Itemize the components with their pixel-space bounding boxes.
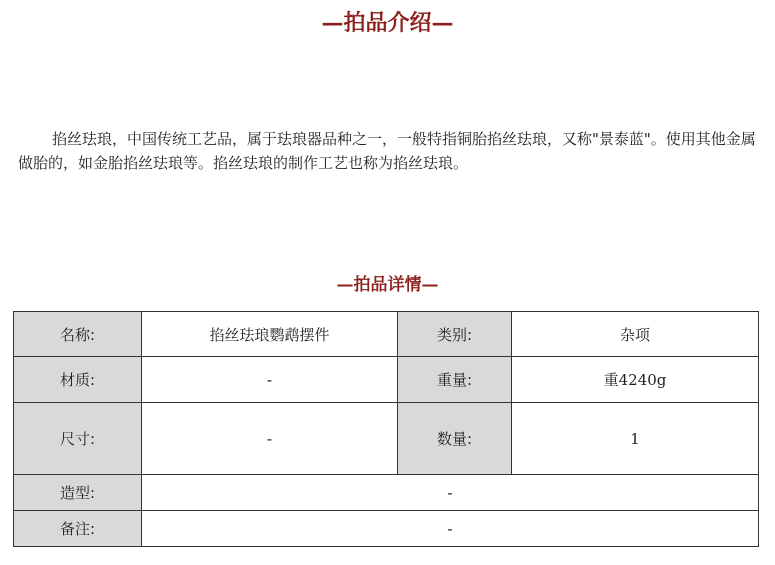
- table-row: [14, 357, 759, 403]
- table-row: [14, 511, 759, 547]
- intro-section-title: —拍品介绍—: [321, 10, 454, 36]
- remarks-value: -: [142, 511, 759, 547]
- size-label: 尺寸:: [14, 403, 142, 475]
- shape-label: 造型:: [14, 475, 142, 511]
- details-table: [13, 311, 759, 547]
- name-label: 名称:: [14, 312, 142, 357]
- quantity-value: 1: [512, 403, 759, 475]
- table-row: [14, 403, 759, 475]
- category-label: 类别:: [398, 312, 512, 357]
- size-value: -: [142, 403, 398, 475]
- name-value: 掐丝珐琅鹦鹉摆件: [142, 312, 398, 357]
- category-value: 杂项: [512, 312, 759, 357]
- material-label: 材质:: [14, 357, 142, 403]
- weight-value: 重4240g: [512, 357, 759, 403]
- table-row: [14, 475, 759, 511]
- quantity-label: 数量:: [398, 403, 512, 475]
- intro-paragraph: 掐丝珐琅，中国传统工艺品，属于珐琅器品种之一，一般特指铜胎掐丝珐琅，又称"景泰蓝"。使用其他金属做胎的，如金胎掐丝珐琅等。掐丝珐琅的制作工艺也称为掐丝珐琅。: [18, 130, 756, 172]
- shape-value: -: [142, 475, 759, 511]
- material-value: -: [142, 357, 398, 403]
- details-section-title: —拍品详情—: [336, 275, 439, 295]
- table-row: [14, 312, 759, 357]
- weight-label: 重量:: [398, 357, 512, 403]
- remarks-label: 备注:: [14, 511, 142, 547]
